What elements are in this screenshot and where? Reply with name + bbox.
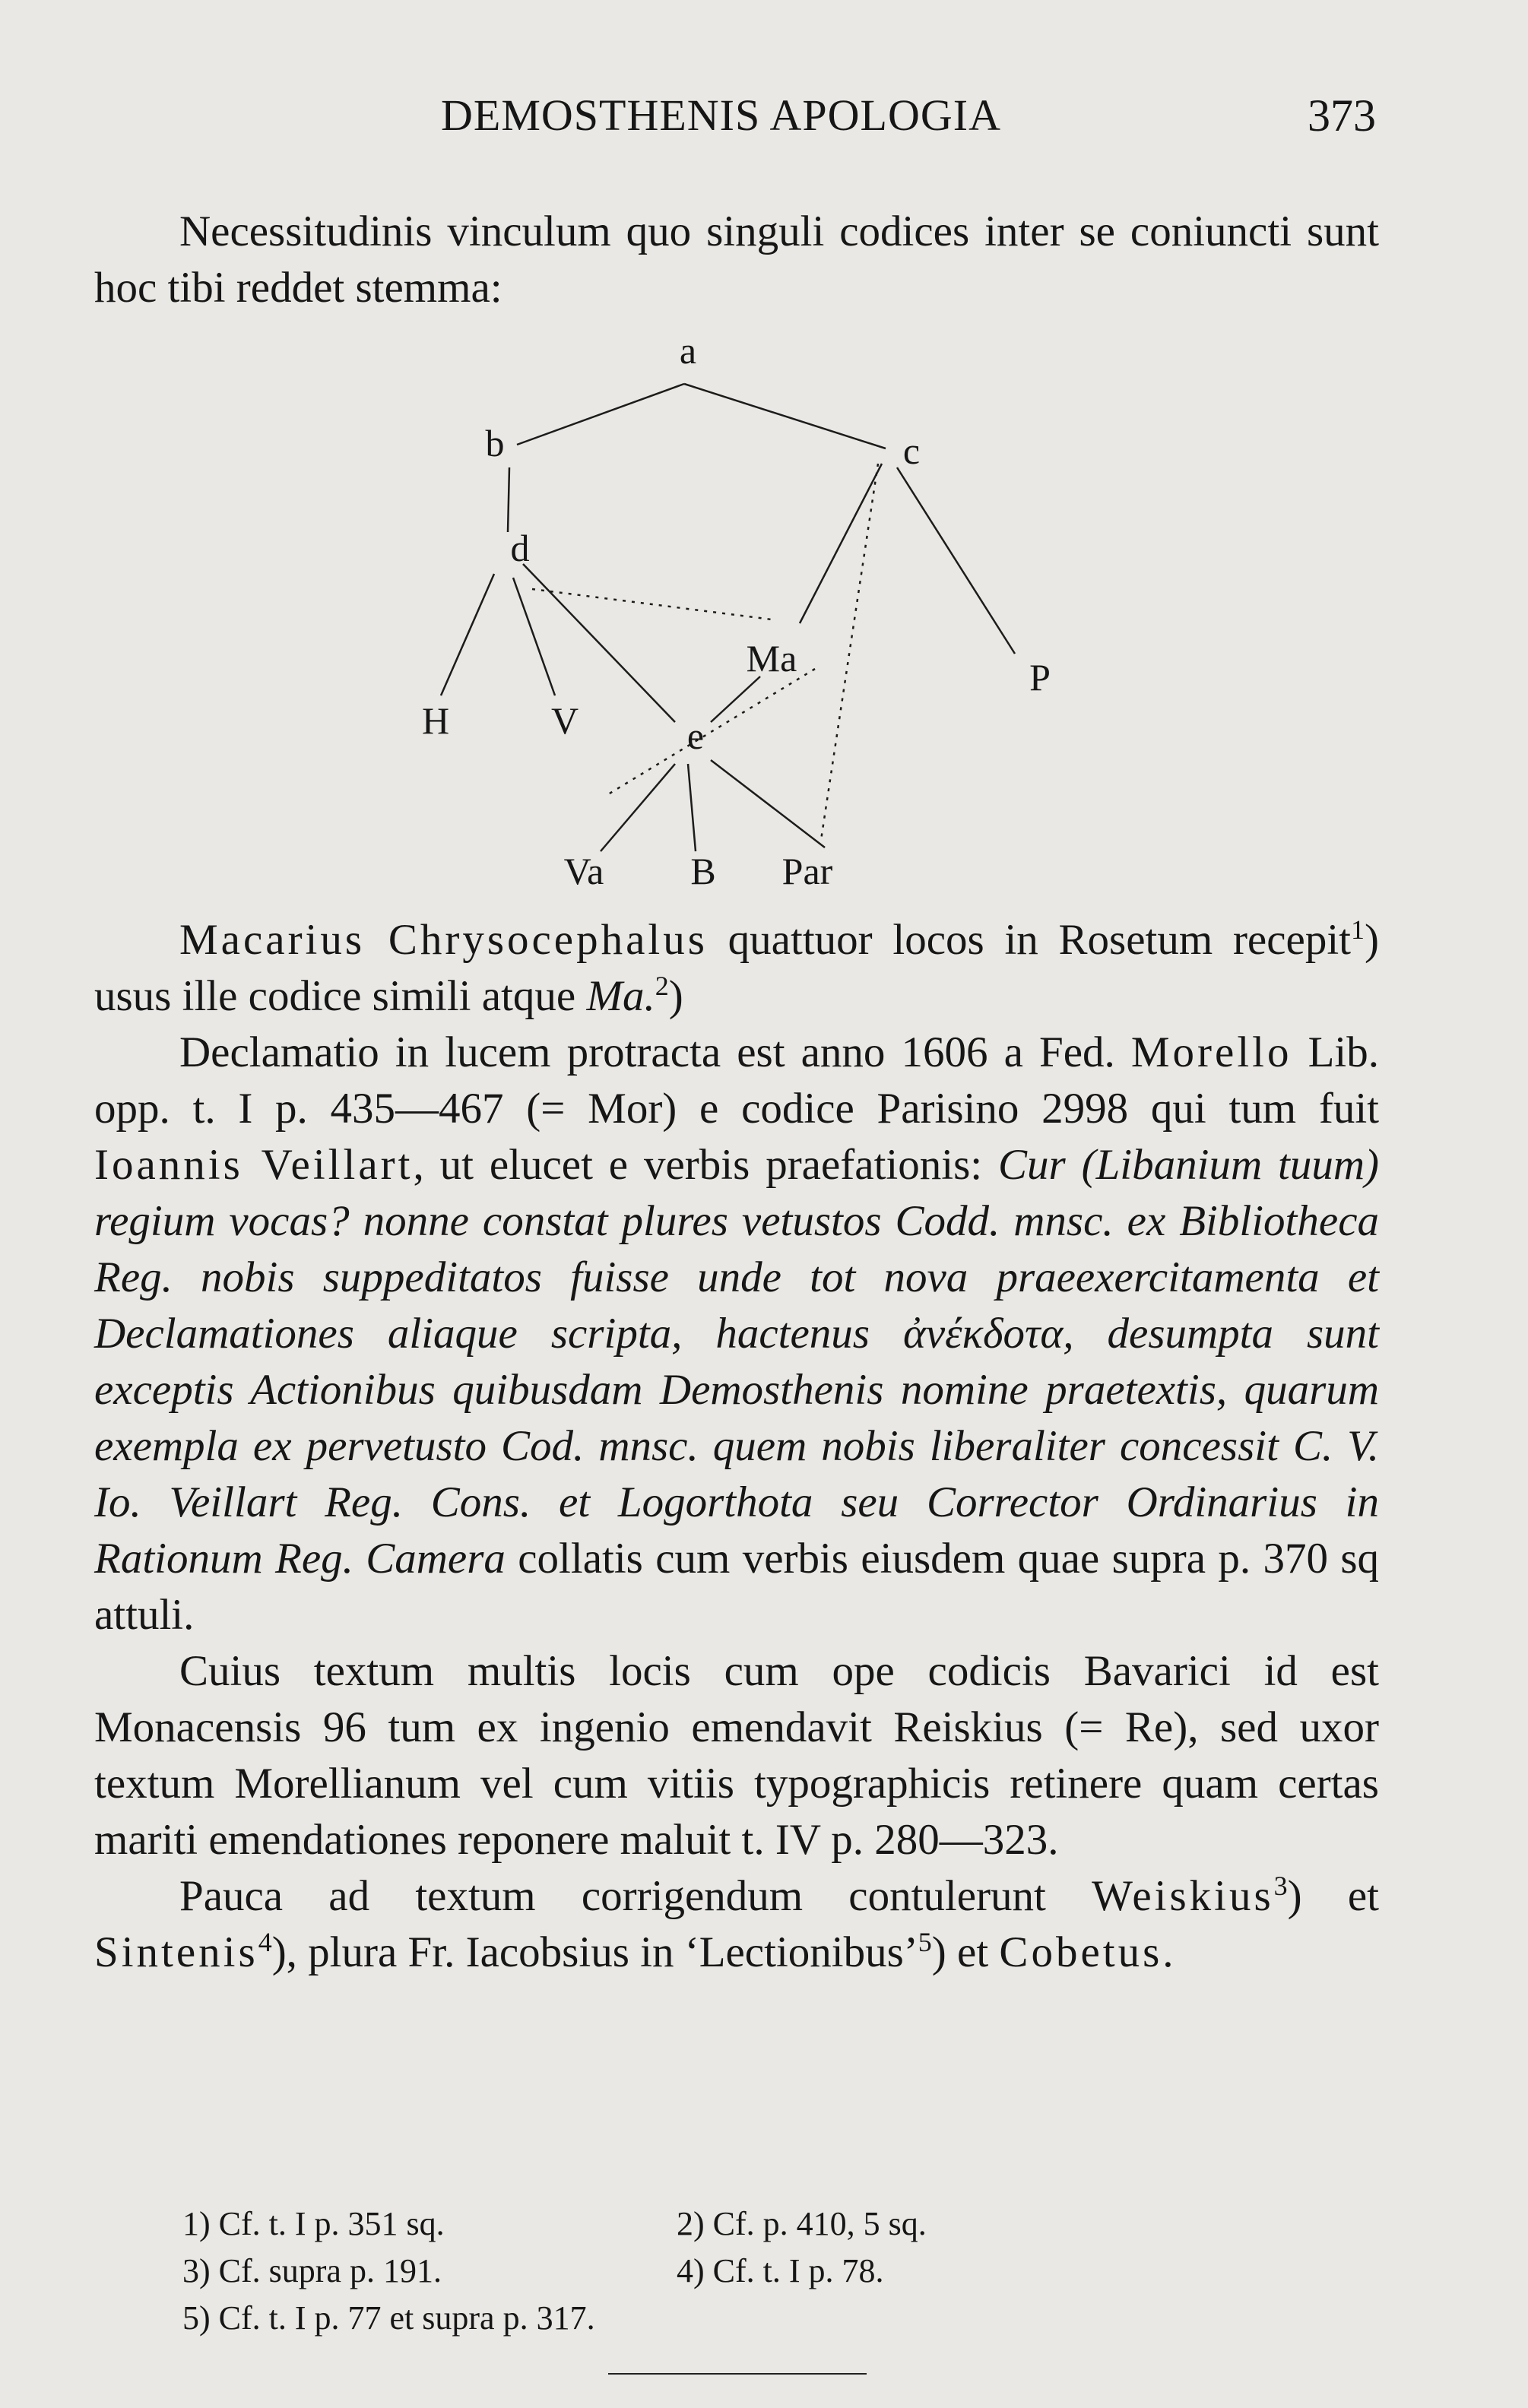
footnote-row: [182, 2200, 1171, 2248]
footnote-ref: 4: [258, 1927, 272, 1957]
intro-paragraph: Necessitudinis vinculum quo singuli codices inter se coniuncti sunt hoc tibi reddet stemma:: [94, 208, 1379, 312]
stemma-node-a: a: [679, 329, 697, 372]
edge-d-v: [513, 578, 555, 695]
footnote-row: [182, 2248, 1171, 2295]
edge-c-p: [897, 467, 1015, 654]
stemma-node-par: Par: [781, 850, 833, 892]
stemma-node-v: V: [550, 699, 579, 742]
edge-e-va: [601, 764, 675, 851]
footnote-row: [182, 2295, 1171, 2342]
footnote-4: 4) Cf. t. I p. 78.: [677, 2252, 884, 2289]
footnote-ref: 5: [918, 1927, 932, 1957]
footnote-5: 5) Cf. t. I p. 77 et supra p. 317.: [182, 2299, 595, 2337]
paragraph-declamatio: Declamatio in lucem protracta est anno 1606 a Fed. Morello Lib. opp. t. I p. 435—467 (= Mor) e codice Parisino 2998 qui tum fuit Ioannis Veillart, ut elucet e verbis praefationis: Cur (Libanium tuum) regium vocas? nonne constat plures vetustos Codd. mnsc. ex Bibliotheca Reg. nobis suppeditatos fuisse unde tot nova praeexercitamenta et Declamationes aliaque scripta, hactenus ἀνέκδοτα, desumpta sunt exceptis Actionibus quibusdam Demosthenis nomine praetextis, quarum exempla ex pervetusto Cod. mnsc. quem nobis liberaliter concessit C. V. Io. Veillart Reg. Cons. et Logorthota seu Corrector Ordinarius in Rationum Reg. Camera collatis cum verbis eiusdem quae supra p. 370 sq attuli.: [94, 1028, 1380, 1639]
paragraph-cuius: Cuius textum multis locis cum ope codicis Bavarici id est Monacensis 96 tum ex ingenio emendavit Reiskius (= Re), sed uxor textum Morellianum vel cum vitiis typographicis retinere quam certas mariti emendationes reponere maluit t. IV p. 280—323.: [94, 1647, 1379, 1864]
stemma-node-ma: Ma: [746, 637, 797, 680]
dotted-edge-ma-par: [608, 669, 815, 794]
running-title: DEMOSTHENIS APOLOGIA: [441, 90, 1001, 140]
footnote-3: 3) Cf. supra p. 191.: [182, 2252, 442, 2289]
edge-e-par: [711, 760, 825, 848]
stemma-node-c: c: [902, 429, 921, 472]
paragraph-pauca: Pauca ad textum corrigendum contulerunt Weiskius$^3$) et Sintenis$^4$), plura Fr. Iacobsius in ‘Lectionibus’$^5$) et Cobetus.: [94, 1871, 1379, 1976]
footnote-ref: 1: [1351, 914, 1365, 945]
edge-d-e: [523, 564, 675, 722]
closing-rule: [608, 2373, 867, 2375]
stemma-node-p: P: [1029, 656, 1051, 699]
edge-a-c: [684, 384, 886, 448]
footnote-ref: 3: [1273, 1871, 1288, 1901]
dotted-edge-d-ma: [532, 589, 772, 619]
stemma-node-e: e: [686, 714, 705, 757]
page-header: [0, 90, 1528, 150]
edge-a-b: [517, 384, 684, 445]
main-text: [94, 912, 1379, 1981]
intro-paragraph-block: [94, 204, 1379, 316]
footnote-ref: 2: [655, 971, 669, 1001]
edge-ma-e: [711, 676, 760, 722]
footnote-1: 1) Cf. t. I p. 351 sq.: [182, 2205, 445, 2242]
edge-e-b: [688, 764, 696, 851]
stemma-node-d: d: [510, 527, 530, 569]
stemma-node-h: H: [421, 699, 450, 742]
stemma-node-va: Va: [563, 850, 604, 892]
stemma-node-b: b: [485, 422, 505, 464]
edge-b-d: [508, 467, 509, 532]
praefatio-quote: Cur (Libanium tuum) regium vocas? nonne constat plures vetustos Codd. mnsc. ex Bibliotheca Reg. nobis suppeditatos fuisse unde tot nova praeexercitamenta et Declamationes aliaque scripta, hactenus ἀνέκδοτα, desumpta sunt exceptis Actionibus quibusdam Demosthenis nomine praetextis, quarum exempla ex pervetusto Cod. mnsc. quem nobis liberaliter concessit C. V. Io. Veillart Reg. Cons. et Logorthota seu Corrector Ordinarius in Rationum Reg. Camera: [94, 1141, 1379, 1583]
edge-c-ma: [800, 464, 882, 623]
page-number: 373: [1308, 90, 1376, 141]
footnote-2: 2) Cf. p. 410, 5 sq.: [677, 2205, 927, 2242]
stemma-node-b-lower: B: [690, 850, 716, 892]
dotted-edge-c-par: [821, 464, 878, 840]
footnotes: [182, 2200, 1171, 2342]
edge-d-h: [441, 574, 494, 695]
paragraph-macarius: Macarius Chrysocephalus quattuor locos in Rosetum recepit$^1$) usus ille codice simili atque Ma.$^2$): [94, 914, 1379, 1020]
